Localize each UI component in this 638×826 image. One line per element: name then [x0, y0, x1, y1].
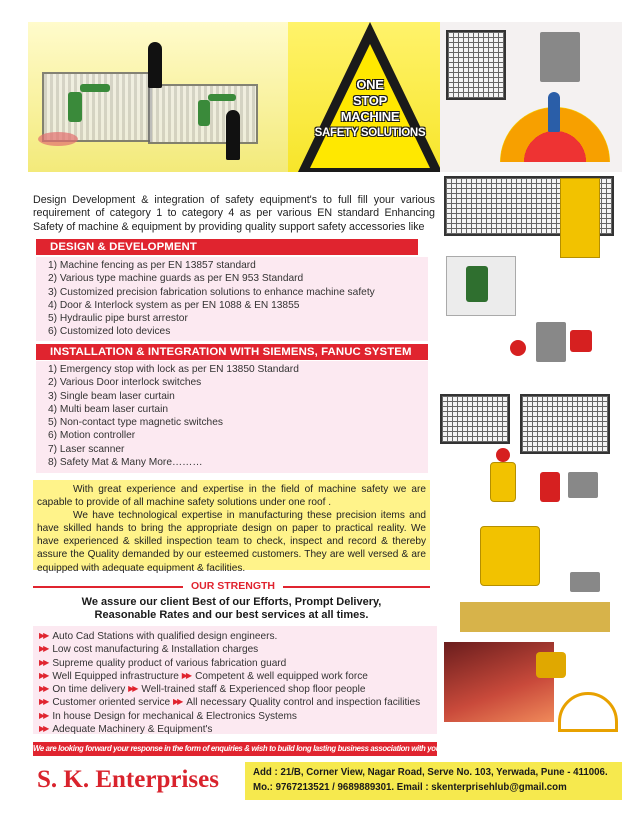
- list-item: ▶▶ Supreme quality product of various fabrication guard: [39, 657, 287, 669]
- list-item: 7) Laser scanner: [48, 443, 125, 455]
- intro-paragraph: Design Development & integration of safety equipment's to full fill your various requirement of category 1 to category 4 as per various EN standard Enhancing Safety of machine & equipment by providing quality support safety accessories like: [33, 194, 435, 233]
- section-title-installation: INSTALLATION & INTEGRATION WITH SIEMENS, FANUC SYSTEM: [36, 344, 428, 360]
- design-development-list: [36, 257, 428, 341]
- company-narrative: [33, 480, 430, 574]
- product-gallery: [440, 172, 622, 752]
- strength-heading: OUR STRENGTH: [33, 580, 430, 592]
- double-arrow-icon: ▶▶: [172, 697, 182, 707]
- list-item: ▶▶ Customer oriented service ▶▶ All necessary Quality control and inspection facilities: [39, 697, 421, 709]
- list-item: 8) Safety Mat & Many More………: [48, 457, 203, 469]
- slogan: ONE STOP MACHINE SAFETY SOLUTIONS: [314, 77, 426, 139]
- double-arrow-icon: ▶▶: [39, 710, 48, 720]
- double-arrow-icon: ▶▶: [39, 657, 48, 667]
- company-name: S. K. Enterprises: [37, 766, 219, 793]
- list-item: 5) Non-contact type magnetic switches: [48, 417, 223, 429]
- contact-line: Mo.: 9767213521 / 9689889301. Email : skenterprisehlub@gmail.com: [253, 782, 567, 793]
- list-item: ▶▶ In house Design for mechanical & Electronics Systems: [39, 710, 297, 722]
- double-arrow-icon: ▶▶: [128, 684, 137, 694]
- list-item: 2) Various type machine guards as per EN 953 Standard: [48, 273, 304, 285]
- section-title-design-development: DESIGN & DEVELOPMENT: [36, 239, 418, 255]
- double-arrow-icon: ▶▶: [39, 724, 48, 734]
- narrative-paragraph-2: We have technological expertise in manufacturing these precision items and have skilled hands to bring the appropriate design on paper to practical reality. We have experienced & skilled inspection team to check, inspect and record & thereby assure the Quality demanded by our esteemed customers. They are well versed & are equipped with adequate equipment & facilities.: [37, 510, 426, 574]
- list-item: 4) Door & Interlock system as per EN 1088 & EN 13855: [48, 299, 300, 311]
- contact-box: [245, 762, 622, 800]
- double-arrow-icon: ▶▶: [39, 697, 48, 707]
- list-item: ▶▶ Low cost manufacturing & Installation charges: [39, 644, 259, 656]
- strength-list: [33, 626, 437, 734]
- double-arrow-icon: ▶▶: [39, 684, 48, 694]
- double-arrow-icon: ▶▶: [39, 644, 48, 654]
- list-item: 6) Motion controller: [48, 430, 136, 442]
- double-arrow-icon: ▶▶: [181, 670, 191, 680]
- divider-right: [283, 586, 430, 588]
- list-item: 3) Single beam laser curtain: [48, 390, 175, 402]
- list-item: 4) Multi beam laser curtain: [48, 403, 169, 415]
- list-item: ▶▶ Well Equipped infrastructure ▶▶ Competent & well equipped work force: [39, 670, 368, 682]
- safety-scanner-image: [440, 22, 622, 172]
- list-item: 1) Machine fencing as per EN 13857 standard: [48, 260, 256, 271]
- installation-list: [36, 361, 428, 473]
- divider-left: [33, 586, 183, 588]
- list-item: 5) Hydraulic pipe burst arrestor: [48, 313, 188, 325]
- double-arrow-icon: ▶▶: [39, 631, 48, 640]
- robot-cell-illustration: [28, 22, 288, 172]
- double-arrow-icon: ▶▶: [39, 670, 48, 680]
- address-line: Add : 21/B, Corner View, Nagar Road, Serve No. 103, Yerwada, Pune - 411006.: [253, 767, 608, 778]
- list-item: 2) Various Door interlock switches: [48, 377, 202, 389]
- footer-note: We are looking forward your response in the form of enquiries & wish to build long lasting business association with your esteem organization: [33, 742, 437, 756]
- list-item: 3) Customized precision fabrication solutions to enhance machine safety: [48, 286, 375, 298]
- list-item: ▶▶ On time delivery ▶▶ Well-trained staff & Experienced shop floor people: [39, 684, 366, 696]
- list-item: ▶▶ Adequate Machinery & Equipment's: [39, 724, 213, 736]
- list-item: 1) Emergency stop with lock as per EN 13850 Standard: [48, 364, 299, 375]
- list-item: 6) Customized loto devices: [48, 326, 171, 338]
- assurance-statement: We assure our client Best of our Efforts, Prompt Delivery, Reasonable Rates and our best services at all times.: [81, 596, 382, 621]
- footer: [33, 760, 622, 800]
- narrative-paragraph-1: With great experience and expertise in the field of machine safety we are capable to provide of all machine safety solutions under one roof .: [37, 484, 426, 509]
- hero-banner: [28, 22, 440, 172]
- list-item: ▶▶ Auto Cad Stations with qualified design engineers.: [39, 631, 278, 642]
